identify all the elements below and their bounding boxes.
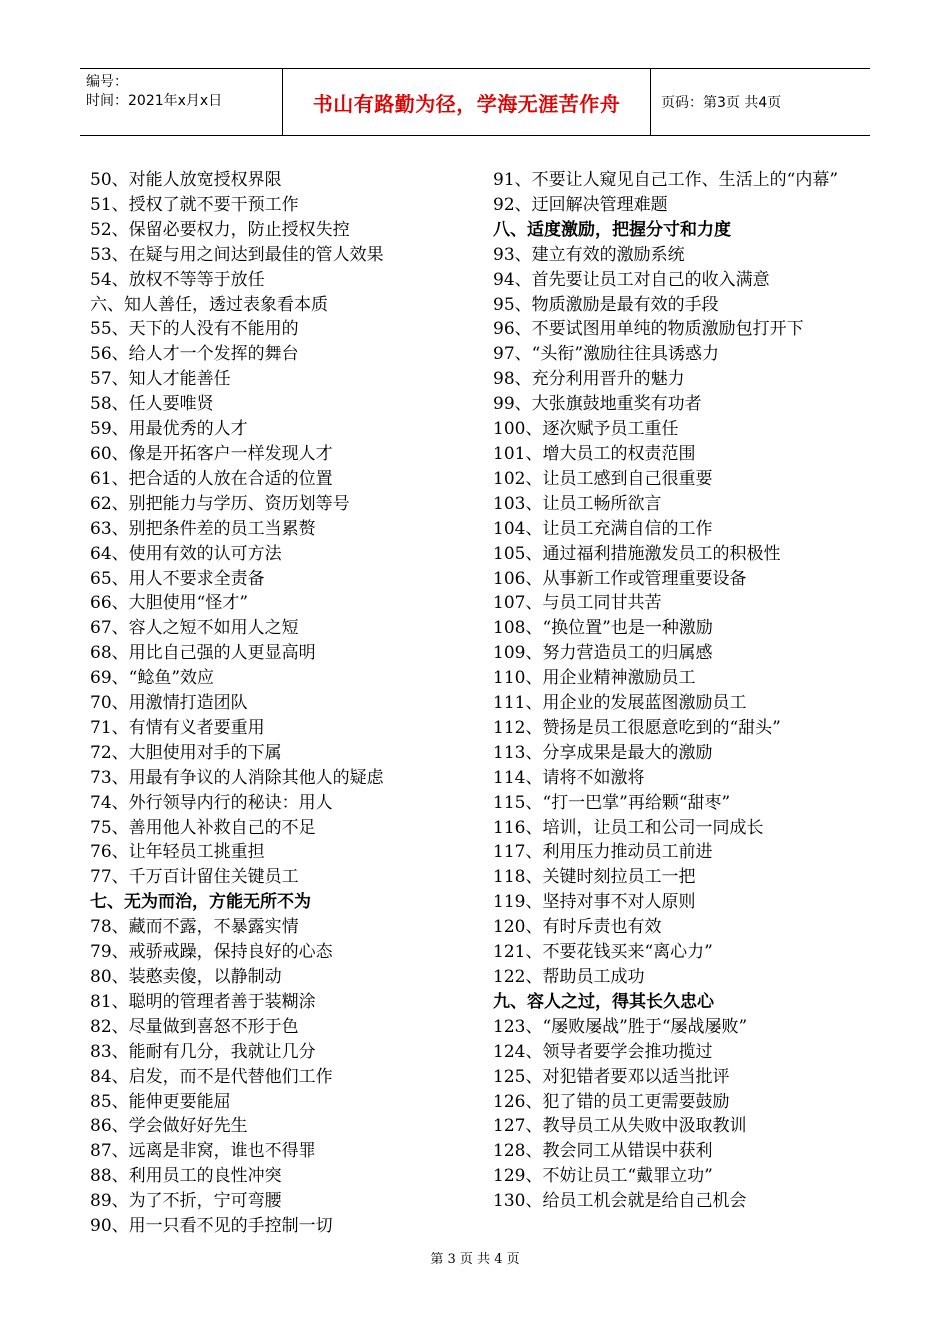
list-item: 89、为了不折，宁可弯腰 [90, 1191, 282, 1212]
list-item: 71、有情有义者要重用 [90, 717, 265, 738]
list-item: 73、用最有争议的人消除其他人的疑虑 [90, 767, 384, 788]
list-item: 106、从事新工作或管理重要设备 [493, 568, 747, 589]
list-item: 108、“换位置”也是一种激励 [493, 618, 713, 639]
right-column [493, 168, 863, 1214]
list-item: 65、用人不要求全责备 [90, 568, 265, 589]
list-item: 54、放权不等等于放任 [90, 269, 265, 290]
list-item: 91、不要让人窥见自己工作、生活上的“内幕” [493, 170, 839, 190]
header-page-cell [651, 69, 870, 135]
motto-text: 书山有路勤为径，学海无涯苦作舟 [312, 91, 621, 116]
page-label: 页码：第3页 共4页 [661, 95, 782, 111]
list-item: 128、教会同工从错误中获利 [493, 1141, 713, 1162]
list-item: 61、把合适的人放在合适的位置 [90, 468, 333, 489]
section-heading: 七、无为而治，方能无所不为 [90, 892, 311, 913]
list-item: 119、坚持对事不对人原则 [493, 892, 696, 913]
list-item: 81、聪明的管理者善于装糊涂 [90, 991, 316, 1012]
list-item: 105、通过福利措施激发员工的积极性 [493, 543, 781, 564]
list-item: 72、大胆使用对手的下属 [90, 742, 282, 763]
list-item: 78、藏而不露，不暴露实情 [90, 917, 299, 938]
list-item: 50、对能人放宽授权界限 [90, 170, 282, 190]
list-item: 70、用激情打造团队 [90, 693, 248, 714]
list-item: 115、“打一巴掌”再给颗“甜枣” [493, 792, 731, 813]
list-item: 94、首先要让员工对自己的收入满意 [493, 269, 770, 290]
list-item: 95、物质激励是最有效的手段 [493, 294, 719, 315]
header-motto-cell [283, 69, 651, 135]
list-item: 69、“鲶鱼”效应 [90, 668, 215, 689]
list-item: 103、让员工畅所欲言 [493, 493, 662, 514]
list-item: 59、用最优秀的人才 [90, 419, 248, 440]
list-item: 51、授权了就不要干预工作 [90, 194, 299, 215]
section-heading: 八、适度激励，把握分寸和力度 [493, 219, 731, 240]
list-item: 53、在疑与用之间达到最佳的管人效果 [90, 244, 384, 265]
list-item: 57、知人才能善任 [90, 369, 231, 390]
list-item: 123、“屡败屡战”胜于“屡战屡败” [493, 1016, 748, 1037]
list-item: 86、学会做好好先生 [90, 1116, 248, 1137]
list-item: 79、戒骄戒躁，保持良好的心态 [90, 942, 333, 963]
list-item: 118、关键时刻拉员工一把 [493, 867, 696, 888]
list-item: 88、利用员工的良性冲突 [90, 1166, 282, 1187]
list-item: 124、领导者要学会推功揽过 [493, 1041, 713, 1062]
list-item: 110、用企业精神激励员工 [493, 668, 696, 689]
list-item: 93、建立有效的激励系统 [493, 244, 685, 265]
list-item: 76、让年轻员工挑重担 [90, 842, 265, 863]
header-info-cell [80, 69, 283, 135]
time-label: 时间：2021年x月x日 [86, 93, 223, 109]
list-item: 80、装憨卖傻，以静制动 [90, 967, 282, 987]
page-footer [0, 1248, 950, 1267]
list-item: 96、不要试图用单纯的物质激励包打开下 [493, 319, 804, 340]
list-item: 60、像是开拓客户一样发现人才 [90, 443, 333, 464]
list-item: 75、善用他人补救自己的不足 [90, 817, 316, 838]
list-item: 64、使用有效的认可方法 [90, 543, 282, 564]
list-item: 111、用企业的发展蓝图激励员工 [493, 693, 747, 714]
left-column [90, 168, 470, 1239]
list-item: 112、赞扬是员工很愿意吃到的“甜头” [493, 717, 781, 738]
list-item: 56、给人才一个发挥的舞台 [90, 344, 299, 365]
header-table [80, 68, 870, 136]
list-item: 66、大胆使用“怪才” [90, 593, 249, 614]
list-item: 62、别把能力与学历、资历划等号 [90, 493, 350, 514]
list-item: 67、容人之短不如用人之短 [90, 618, 299, 639]
list-item: 127、教导员工从失败中汲取教训 [493, 1116, 747, 1137]
list-item: 92、迂回解决管理难题 [493, 194, 668, 215]
list-item: 82、尽量做到喜怒不形于色 [90, 1016, 299, 1037]
list-item: 六、知人善任，透过表象看本质 [90, 294, 328, 315]
list-item: 100、逐次赋予员工重任 [493, 419, 679, 440]
footer-page-text: 第 3 页 共 4 页 [430, 1252, 520, 1267]
list-item: 63、别把条件差的员工当累赘 [90, 518, 316, 539]
list-item: 85、能伸更要能屈 [90, 1091, 231, 1112]
list-item: 116、培训，让员工和公司一同成长 [493, 817, 764, 838]
list-item: 120、有时斥责也有效 [493, 917, 662, 938]
list-item: 125、对犯错者要邓以适当批评 [493, 1066, 730, 1087]
list-item: 83、能耐有几分，我就让几分 [90, 1041, 316, 1062]
list-item: 130、给员工机会就是给自己机会 [493, 1191, 747, 1212]
list-item: 104、让员工充满自信的工作 [493, 518, 713, 539]
list-item: 102、让员工感到自己很重要 [493, 468, 713, 489]
list-item: 99、大张旗鼓地重奖有功者 [493, 394, 702, 415]
list-item: 122、帮助员工成功 [493, 967, 645, 987]
list-item: 97、“头衔”激励往往具诱惑力 [493, 344, 720, 365]
list-item: 84、启发，而不是代替他们工作 [90, 1066, 333, 1087]
list-item: 58、任人要唯贤 [90, 394, 214, 415]
list-item: 117、利用压力推动员工前进 [493, 842, 713, 863]
list-item: 129、不妨让员工“戴罪立功” [493, 1166, 713, 1187]
list-item: 87、远离是非窝，谁也不得罪 [90, 1141, 316, 1162]
list-item: 98、充分利用晋升的魅力 [493, 369, 685, 390]
list-item: 113、分享成果是最大的激励 [493, 742, 713, 763]
serial-label: 编号： [86, 74, 128, 90]
list-item: 90、用一只看不见的手控制一切 [90, 1216, 333, 1237]
list-item: 101、增大员工的权责范围 [493, 443, 696, 464]
list-item: 55、天下的人没有不能用的 [90, 319, 299, 340]
list-item: 114、请将不如激将 [493, 767, 645, 788]
list-item: 121、不要花钱买来“离心力” [493, 942, 713, 963]
list-item: 126、犯了错的员工更需要鼓励 [493, 1091, 730, 1112]
list-item: 52、保留必要权力，防止授权失控 [90, 219, 350, 240]
list-item: 68、用比自己强的人更显高明 [90, 643, 316, 664]
list-item: 107、与员工同甘共苦 [493, 593, 662, 614]
list-item: 77、千万百计留住关键员工 [90, 867, 299, 888]
section-heading: 九、容人之过，得其长久忠心 [493, 991, 714, 1012]
list-item: 74、外行领导内行的秘诀：用人 [90, 792, 333, 813]
list-item: 109、努力营造员工的归属感 [493, 643, 713, 664]
